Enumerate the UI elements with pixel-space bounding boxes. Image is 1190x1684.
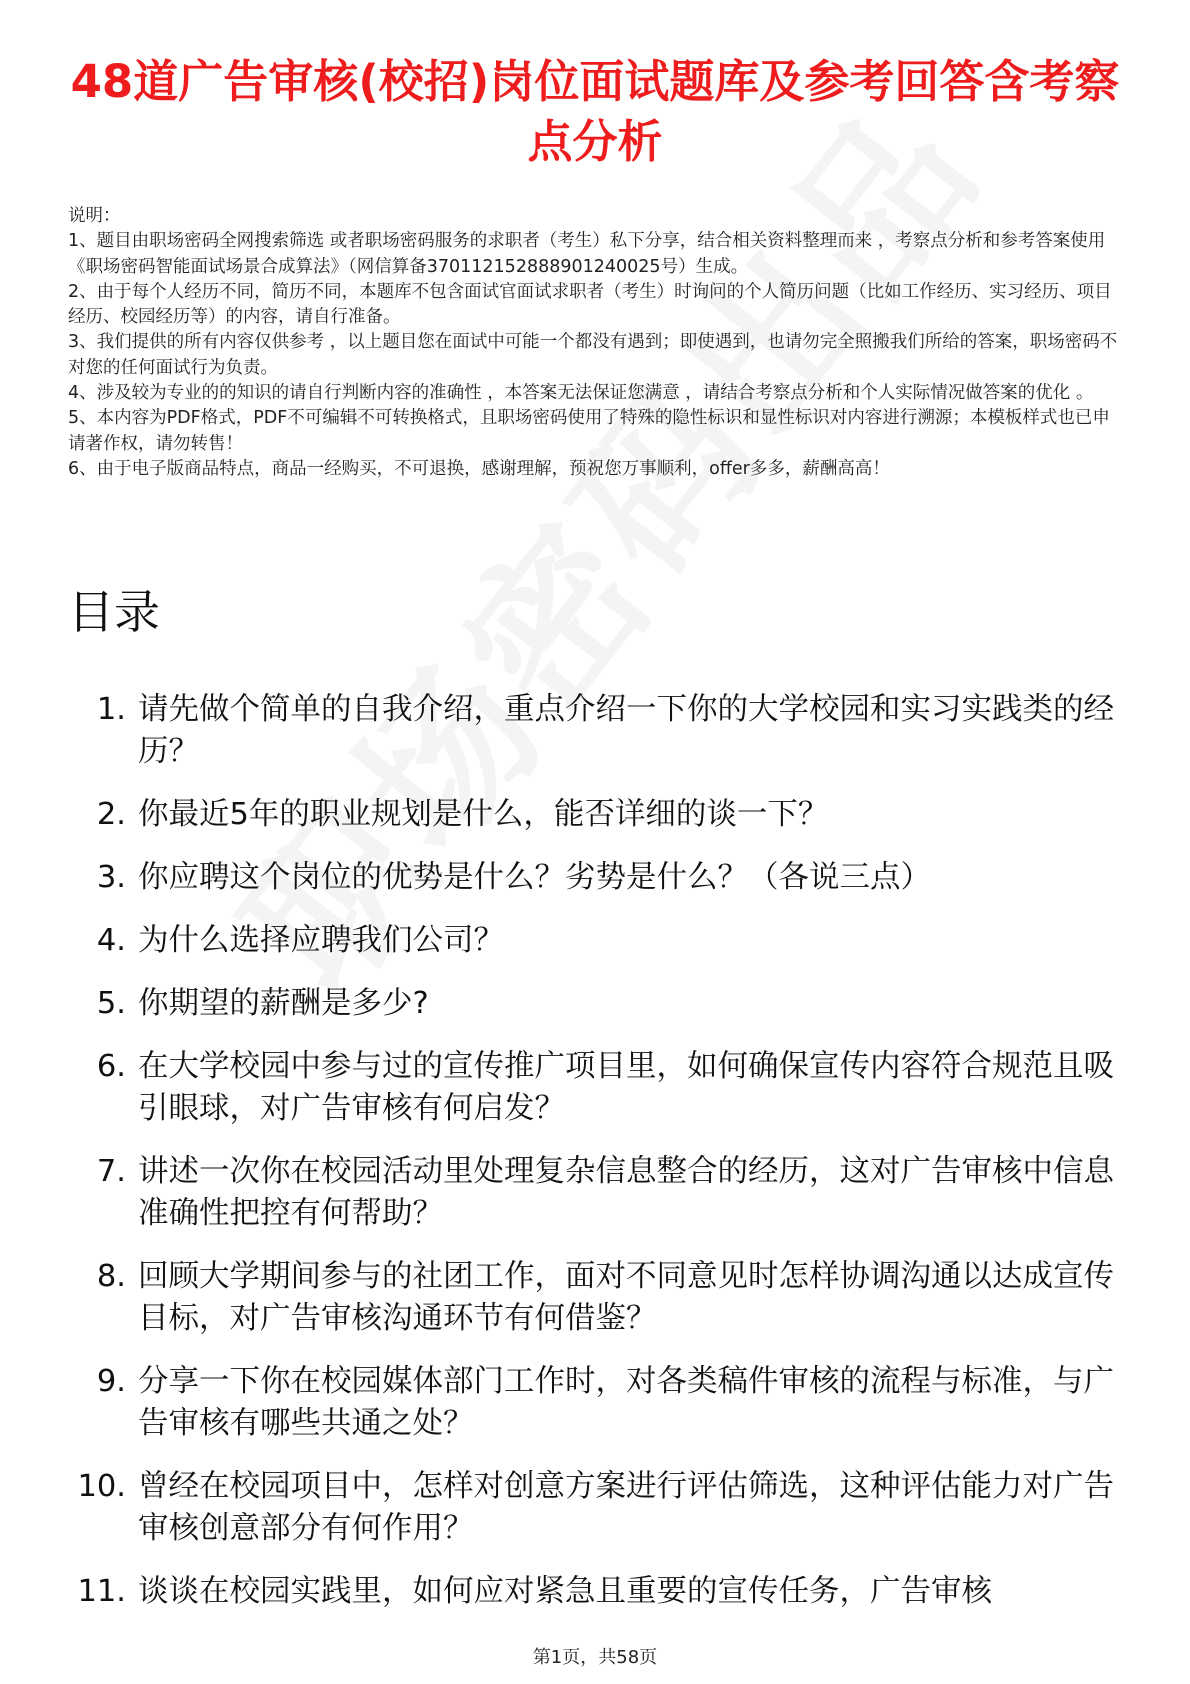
toc-item-text: 你应聘这个岗位的优势是什么？劣势是什么？（各说三点）: [138, 860, 931, 895]
toc-item-number: 5.: [96, 986, 126, 1021]
toc-item-text: 为什么选择应聘我们公司？: [138, 923, 504, 958]
toc-item[interactable]: [68, 1571, 1128, 1613]
toc-item[interactable]: [68, 1151, 1128, 1235]
notes-section: [68, 204, 1120, 482]
toc-item-text: 请先做个简单的自我介绍，重点介绍一下你的大学校园和实习实践类的经历？: [138, 692, 1114, 769]
toc-item-number: 6.: [96, 1049, 126, 1084]
note-item: 1、题目由职场密码全网搜索筛选 或者职场密码服务的求职者（考生）私下分享，结合相关资料整理而来 ，考察点分析和参考答案使用《职场密码智能面试场景合成算法》（网信算备370112152888901240025号）生成。: [68, 231, 1106, 277]
notes-heading: 说明：: [68, 206, 121, 226]
toc-list: [68, 689, 1128, 1634]
toc-item-number: 9.: [96, 1364, 126, 1399]
note-item: 5、本内容为PDF格式，PDF不可编辑不可转换格式，且职场密码使用了特殊的隐性标识和显性标识对内容进行溯源；本模板样式也已申请著作权，请勿转售！: [68, 408, 1110, 454]
document-title: 48道广告审核(校招)岗位面试题库及参考回答含考察点分析: [70, 55, 1120, 168]
toc-item-text: 分享一下你在校园媒体部门工作时，对各类稿件审核的流程与标准，与广告审核有哪些共通之处？: [138, 1364, 1114, 1441]
toc-item-number: 2.: [96, 797, 126, 832]
toc-item-number: 4.: [96, 923, 126, 958]
toc-item-text: 谈谈在校园实践里，如何应对紧急且重要的宣传任务，广告审核: [138, 1574, 992, 1609]
toc-item-text: 你最近5年的职业规划是什么，能否详细的谈一下？: [138, 797, 829, 832]
toc-item-text: 你期望的薪酬是多少?: [138, 986, 429, 1021]
toc-item[interactable]: [68, 794, 1128, 836]
toc-item[interactable]: [68, 689, 1128, 773]
toc-item[interactable]: [68, 1046, 1128, 1130]
note-item: 2、由于每个人经历不同，简历不同，本题库不包含面试官面试求职者（考生）时询问的个人简历问题（比如工作经历、实习经历、项目经历、校园经历等）的内容，请自行准备。: [68, 281, 1112, 328]
toc-item-text: 在大学校园中参与过的宣传推广项目里，如何确保宣传内容符合规范且吸引眼球，对广告审核有何启发？: [138, 1049, 1114, 1126]
toc-item[interactable]: [68, 1256, 1128, 1340]
page-number: 第1页，共58页: [532, 1647, 658, 1668]
toc-item-number: 11.: [77, 1574, 126, 1609]
toc-item-text: 讲述一次你在校园活动里处理复杂信息整合的经历，这对广告审核中信息准确性把控有何帮助？: [138, 1154, 1114, 1231]
toc-item[interactable]: [68, 1466, 1128, 1550]
toc-heading: 目录: [68, 585, 160, 639]
toc-item-number: 7.: [96, 1154, 126, 1189]
toc-item-number: 1.: [96, 692, 126, 727]
note-item: 6、由于电子版商品特点，商品一经购买，不可退换，感谢理解，预祝您万事顺利，offer多多，薪酬高高！: [68, 458, 890, 479]
toc-item[interactable]: [68, 920, 1128, 962]
toc-item[interactable]: [68, 857, 1128, 899]
note-item: 3、我们提供的所有内容仅供参考 ，以上题目您在面试中可能一个都没有遇到；即使遇到，也请勿完全照搬我们所给的答案，职场密码不对您的任何面试行为负责。: [68, 332, 1118, 378]
toc-item-text: 回顾大学期间参与的社团工作，面对不同意见时怎样协调沟通以达成宣传目标，对广告审核沟通环节有何借鉴？: [138, 1259, 1114, 1336]
toc-item-number: 8.: [96, 1259, 126, 1294]
toc-item[interactable]: [68, 983, 1128, 1025]
toc-item-number: 10.: [77, 1469, 126, 1504]
note-item: 4、涉及较为专业的的知识的请自行判断内容的准确性 ，本答案无法保证您满意 ，请结合考察点分析和个人实际情况做答案的优化 。: [68, 383, 1094, 404]
toc-item-text: 曾经在校园项目中，怎样对创意方案进行评估筛选，这种评估能力对广告审核创意部分有何作用？: [138, 1469, 1114, 1546]
toc-item-number: 3.: [96, 860, 126, 895]
toc-item[interactable]: [68, 1361, 1128, 1445]
